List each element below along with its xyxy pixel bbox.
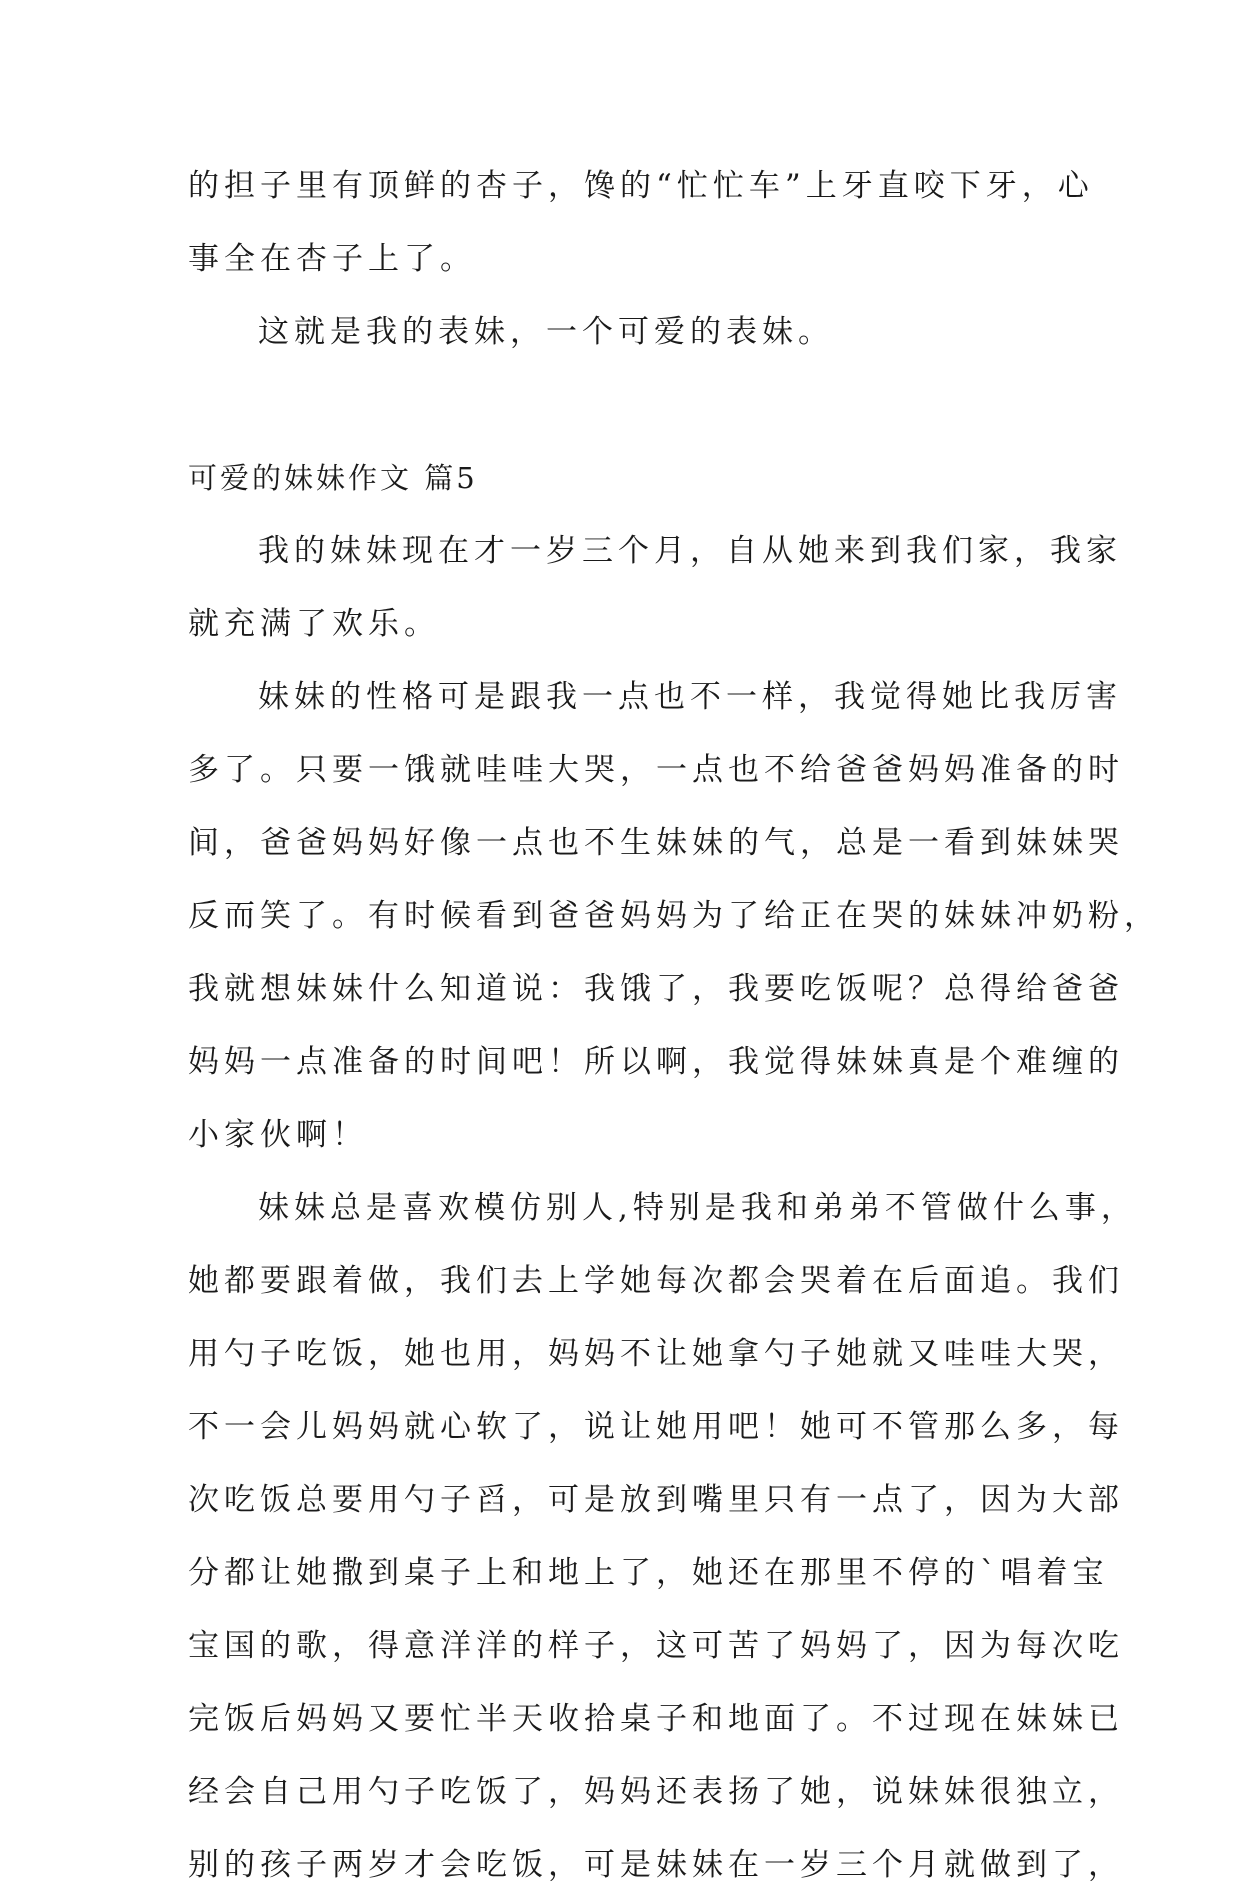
text-line: 我就想妹妹什么知道说：我饿了，我要吃饭呢？总得给爸爸 [188,971,1124,1007]
paragraph-2 [188,661,1160,1172]
text-line: 的担子里有顶鲜的杏子，馋的“忙忙车”上牙直咬下牙，心 [188,168,1094,204]
document-page [188,150,1160,1902]
text-line: 这就是我的表妹，一个可爱的表妹。 [258,314,834,350]
text-line: 她都要跟着做，我们去上学她每次都会哭着在后面追。我们 [188,1263,1124,1299]
text-line: 别的孩子两岁才会吃饭，可是妹妹在一岁三个月就做到了， [188,1847,1124,1883]
text-line: 经会自己用勺子吃饭了，妈妈还表扬了她，说妹妹很独立， [188,1774,1124,1810]
text-line: 就充满了欢乐。 [188,606,440,642]
section-spacer [188,369,1068,442]
closing-paragraph [188,296,1068,369]
section-title: 可爱的妹妹作文 篇5 [188,461,478,495]
text-line: 多了。只要一饿就哇哇大哭，一点也不给爸爸妈妈准备的时 [188,752,1124,788]
text-line: 我的妹妹现在才一岁三个月，自从她来到我们家，我家 [258,533,1122,569]
text-line: 妹妹的性格可是跟我一点也不一样，我觉得她比我厉害 [258,679,1122,715]
text-line: 事全在杏子上了。 [188,241,476,277]
text-line: 妹妹总是喜欢模仿别人,特别是我和弟弟不管做什么事， [258,1190,1137,1226]
text-line: 反而笑了。有时候看到爸爸妈妈为了给正在哭的妹妹冲奶粉， [188,898,1160,934]
text-line: 次吃饭总要用勺子舀，可是放到嘴里只有一点了，因为大部 [188,1482,1124,1518]
text-line: 妈妈一点准备的时间吧！所以啊，我觉得妹妹真是个难缠的 [188,1044,1124,1080]
text-line: 间，爸爸妈妈好像一点也不生妹妹的气，总是一看到妹妹哭 [188,825,1124,861]
text-line: 不一会儿妈妈就心软了，说让她用吧！她可不管那么多，每 [188,1409,1124,1445]
paragraph-1 [188,515,1122,661]
continuation-paragraph [188,150,1094,296]
paragraph-3 [188,1172,1137,1902]
text-line: 用勺子吃饭，她也用，妈妈不让她拿勺子她就又哇哇大哭， [188,1336,1124,1372]
text-line: 小家伙啊！ [188,1117,368,1153]
text-line: 分都让她撒到桌子上和地上了，她还在那里不停的`唱着宝 [188,1555,1109,1591]
text-line: 完饭后妈妈又要忙半天收拾桌子和地面了。不过现在妹妹已 [188,1701,1124,1737]
text-line: 宝国的歌，得意洋洋的样子，这可苦了妈妈了，因为每次吃 [188,1628,1124,1664]
